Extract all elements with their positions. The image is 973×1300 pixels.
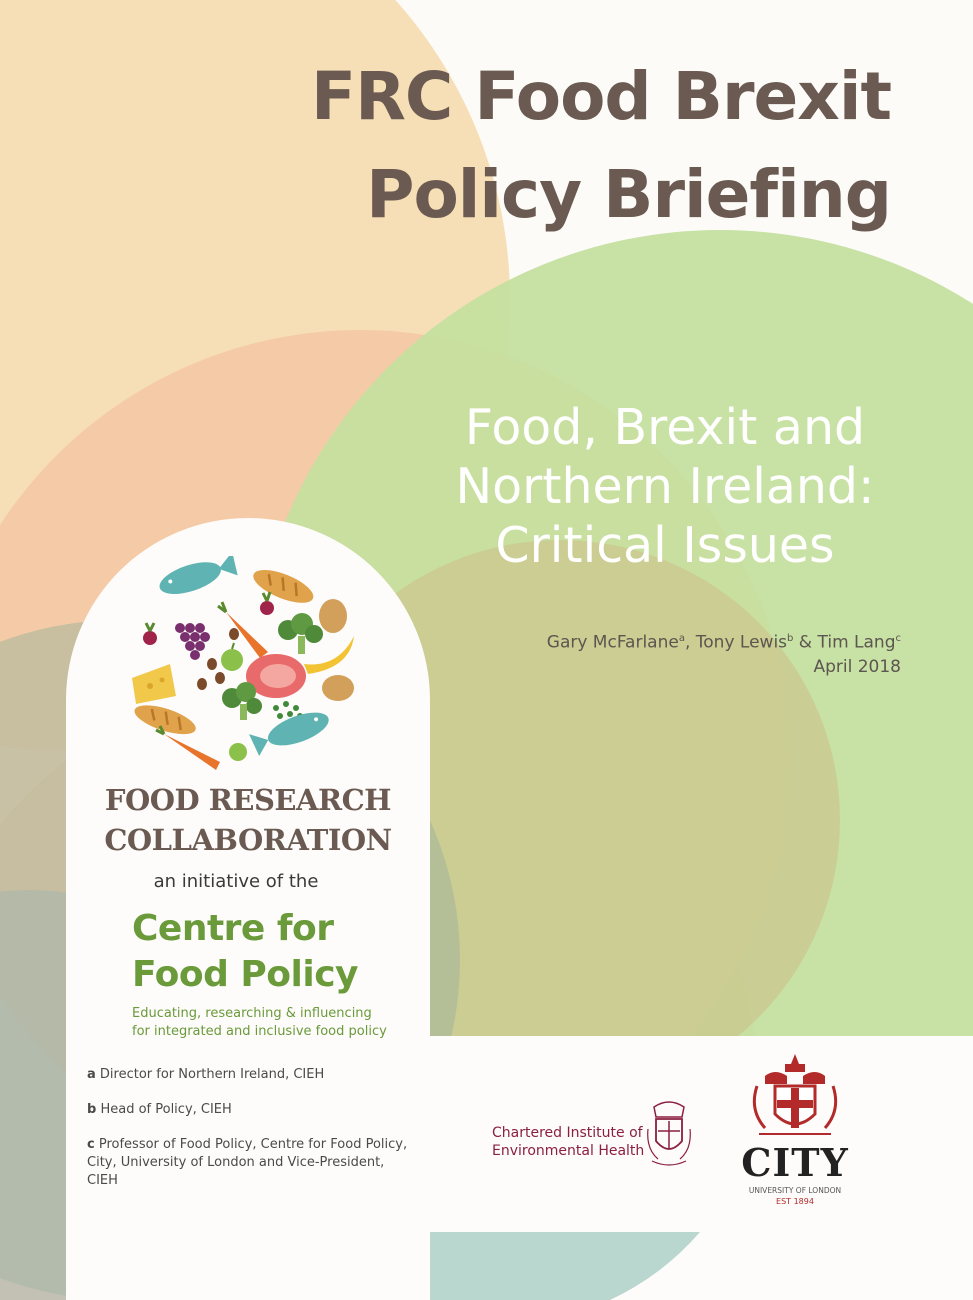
author-name: Tim Lang (817, 632, 896, 653)
bread-icon (131, 699, 199, 740)
report-title (430, 398, 900, 575)
city-established: EST 1894 (776, 1197, 814, 1206)
author-mark: b (787, 633, 794, 644)
author-name: Gary McFarlane (546, 632, 679, 653)
cfp-name-line1: Centre for (132, 908, 334, 949)
report-title-line1: Food, Brexit and (464, 399, 866, 456)
briefing-series-title-line2: Policy Briefing (366, 156, 891, 233)
affiliation-note (87, 1101, 417, 1119)
author-list (547, 627, 901, 655)
cieh-crest-icon (646, 1099, 692, 1167)
beetroot-icon (260, 601, 274, 615)
author-block (547, 627, 901, 679)
fish-icon (156, 556, 240, 600)
city-subtitle: UNIVERSITY OF LONDON (748, 1186, 842, 1195)
broccoli-icon (278, 613, 323, 654)
publication-date: April 2018 (813, 656, 901, 677)
affiliation-mark: a (87, 1067, 96, 1082)
beetroot-icon (143, 631, 157, 645)
affiliation-note (87, 1136, 417, 1190)
nut-icon (215, 672, 225, 684)
author-affiliations (87, 1066, 417, 1207)
briefing-series-title (311, 48, 891, 244)
affiliation-text: Director for Northern Ireland, CIEH (99, 1067, 325, 1082)
apple-icon (221, 649, 243, 671)
cfp-name-line2: Food Policy (132, 954, 359, 995)
frc-name-line1: FOOD RESEARCH (104, 783, 392, 817)
centre-for-food-policy-name (132, 906, 358, 998)
bread-icon (249, 563, 317, 609)
potato-icon (319, 599, 347, 633)
affiliation-mark: b (87, 1102, 97, 1117)
cieh-wordmark (492, 1124, 644, 1160)
author-mark: a (678, 633, 685, 644)
city-university-logo (735, 1050, 855, 1215)
affiliation-mark: c (87, 1137, 95, 1152)
cieh-logo (478, 1095, 698, 1175)
report-title-line3: Critical Issues (495, 517, 835, 574)
nut-icon (197, 678, 207, 690)
cieh-line1: Chartered Institute of (492, 1125, 643, 1141)
report-title-line2: Northern Ireland: (455, 458, 875, 515)
grapes-icon (175, 623, 210, 660)
nut-icon (229, 628, 239, 640)
author-mark: c (895, 633, 901, 644)
author-separator: , (684, 632, 696, 653)
affiliation-note (87, 1066, 417, 1084)
potato-icon (322, 675, 354, 701)
author-name: Tony Lewis (695, 632, 788, 653)
author-separator: & (793, 632, 818, 653)
frc-name-line2: COLLABORATION (104, 823, 392, 857)
initiative-caption: an initiative of the (153, 871, 319, 892)
briefing-series-title-line1: FRC Food Brexit (311, 58, 891, 135)
city-wordmark: CITY (741, 1140, 849, 1185)
cfp-tagline-line2: for integrated and inclusive food policy (132, 1024, 387, 1039)
cieh-line2: Environmental Health (492, 1143, 645, 1159)
apple-icon (229, 743, 247, 761)
frc-organisation-name (66, 780, 430, 860)
nut-icon (207, 658, 217, 670)
cheese-icon (132, 664, 176, 704)
affiliation-text: Head of Policy, CIEH (100, 1102, 232, 1117)
city-crest-icon (735, 1050, 855, 1142)
food-illustration-logo (128, 556, 364, 772)
cfp-tagline-line1: Educating, researching & influencing (132, 1006, 372, 1021)
affiliation-text: Professor of Food Policy, Centre for Food Policy, City, University of London and Vice-President, CIEH (87, 1137, 408, 1188)
cfp-tagline (132, 1005, 387, 1041)
